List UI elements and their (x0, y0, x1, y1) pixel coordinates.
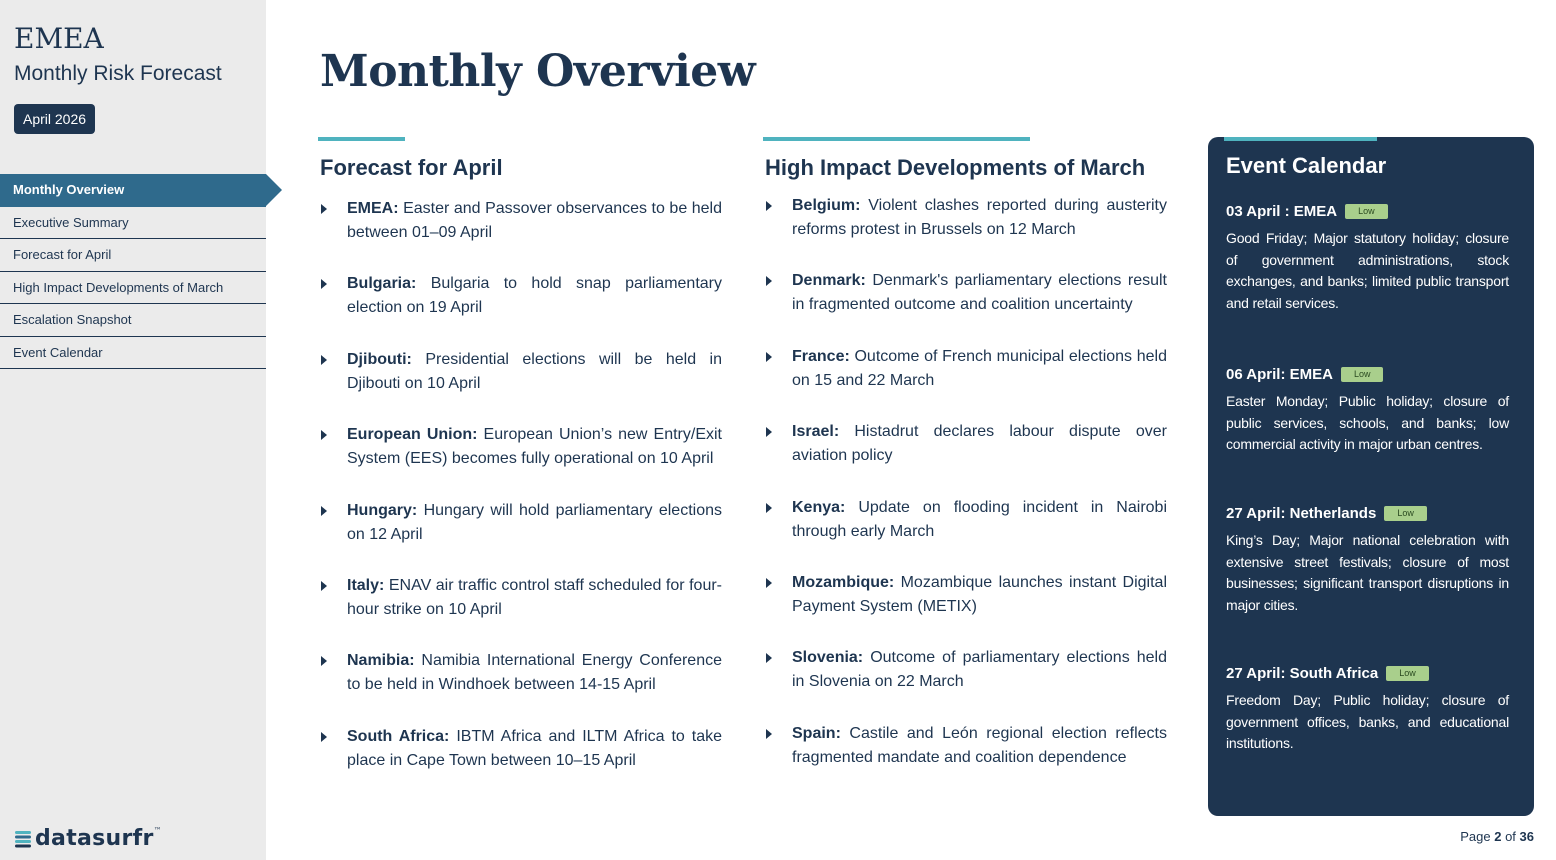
development-item-text: Denmark's parliamentary elections result in fragmented outcome and coalition uncertainty (792, 272, 1167, 314)
calendar-event (1226, 363, 1509, 456)
forecast-item-label: Italy: (347, 576, 385, 594)
forecast-item-label: EMEA: (347, 200, 399, 217)
nav-item-high-impact-developments[interactable]: High Impact Developments of March (0, 272, 266, 305)
forecast-item-text: Hungary will hold parliamentary elections on 12 April (347, 501, 722, 543)
forecast-item-label: Namibia: (347, 652, 415, 670)
event-description: Easter Monday; Public holiday; closure of public services, schools, and banks; low commercial activity in major urban centres. (1226, 393, 1509, 452)
event-description: King’s Day; Major national celebration with extensive street festivals; closure of most businesses; significant transport disruptions in major cities. (1226, 532, 1509, 613)
development-item-label: Kenya: (792, 498, 846, 516)
development-item-label: France: (792, 347, 850, 365)
forecast-item (318, 649, 722, 724)
logo-text: datasurfr™ (35, 826, 162, 851)
region-title: EMEA (14, 22, 104, 55)
development-item-text: Mozambique launches instant Digital Payment System (METIX) (792, 573, 1167, 615)
nav-item-event-calendar[interactable]: Event Calendar (0, 337, 266, 370)
nav-item-forecast[interactable]: Forecast for April (0, 239, 266, 272)
report-subtitle: Monthly Risk Forecast (14, 62, 222, 85)
development-item (763, 269, 1167, 344)
development-item (763, 571, 1167, 646)
forecast-item-text: Bulgaria to hold snap parliamentary election on 19 April (347, 275, 722, 317)
development-item (763, 722, 1167, 797)
forecast-section (318, 137, 722, 800)
forecast-item-label: South Africa: (347, 727, 450, 745)
development-item (763, 420, 1167, 495)
forecast-item-text: Namibia International Energy Conference to be held in Windhoek between 14-15 April (347, 652, 722, 694)
calendar-accent-bar (1224, 137, 1377, 141)
forecast-heading: Forecast for April (320, 155, 503, 180)
development-item-label: Belgium: (792, 197, 861, 214)
nav-item-escalation-snapshot[interactable]: Escalation Snapshot (0, 304, 266, 337)
development-item (763, 345, 1167, 420)
development-item-text: Histadrut declares labour dispute over aviation policy (792, 423, 1167, 465)
sidebar (0, 0, 266, 860)
page-indicator: Page 2 of 36 (1460, 829, 1534, 844)
datasurfr-logo (14, 826, 162, 851)
forecast-item (318, 574, 722, 649)
event-description: Freedom Day; Public holiday; closure of government offices, banks, and educational institutions. (1226, 692, 1509, 751)
forecast-item-text: European Union’s new Entry/Exit System (EES) becomes fully operational on 10 April (347, 426, 722, 468)
forecast-item-label: European Union: (347, 426, 478, 444)
forecast-item-text: Presidential elections will be held in Djibouti on 10 April (347, 350, 722, 392)
section-accent-bar (763, 137, 1030, 141)
calendar-event (1226, 200, 1509, 314)
development-item (763, 194, 1167, 269)
risk-level-badge: Low (1341, 367, 1384, 382)
calendar-event (1226, 502, 1509, 616)
forecast-item (318, 499, 722, 574)
section-accent-bar (318, 137, 405, 141)
development-item (763, 496, 1167, 571)
development-item-text: Castile and León regional election reflects fragmented mandate and coalition dependence (792, 724, 1167, 766)
forecast-item (318, 348, 722, 423)
development-item-text: Violent clashes reported during austerity reforms protest in Brussels on 12 March (792, 197, 1167, 238)
section-nav (0, 174, 266, 369)
logo-waves-icon (14, 830, 32, 848)
development-item-text: Update on flooding incident in Nairobi through early March (792, 498, 1167, 540)
event-title: 03 April : EMEA Low (1226, 200, 1509, 222)
risk-level-badge: Low (1384, 506, 1427, 521)
development-item (763, 646, 1167, 721)
development-item-text: Outcome of parliamentary elections held in Slovenia on 22 March (792, 649, 1167, 691)
development-item-label: Mozambique: (792, 573, 895, 591)
developments-list (763, 194, 1167, 797)
development-item-text: Outcome of French municipal elections held on 15 and 22 March (792, 347, 1167, 389)
forecast-list (318, 197, 722, 800)
forecast-item-text: IBTM Africa and ILTM Africa to take place in Cape Town between 10–15 April (347, 727, 723, 769)
forecast-item-text: Easter and Passover observances to be held between 01–09 April (347, 200, 722, 241)
forecast-item-label: Bulgaria: (347, 275, 417, 293)
date-badge: April 2026 (14, 104, 95, 134)
event-calendar-panel (1208, 137, 1534, 816)
development-item-label: Israel: (792, 423, 840, 441)
calendar-heading: Event Calendar (1226, 153, 1387, 178)
developments-section (763, 137, 1167, 797)
development-item-label: Spain: (792, 724, 841, 742)
forecast-item-label: Djibouti: (347, 350, 412, 368)
forecast-item (318, 197, 722, 272)
event-description: Good Friday; Major statutory holiday; closure of government administrations, stock exchanges, and banks; limited public transport and retail services. (1226, 230, 1509, 311)
forecast-item (318, 272, 722, 347)
developments-heading: High Impact Developments of March (765, 155, 1146, 180)
nav-item-monthly-overview[interactable]: Monthly Overview (0, 174, 266, 207)
active-nav-pointer-icon (266, 174, 282, 206)
calendar-event (1226, 662, 1509, 755)
development-item-label: Slovenia: (792, 649, 864, 667)
nav-item-executive-summary[interactable]: Executive Summary (0, 207, 266, 240)
development-item-label: Denmark: (792, 272, 866, 290)
risk-level-badge: Low (1386, 666, 1429, 681)
page-title: Monthly Overview (320, 46, 756, 97)
forecast-item (318, 725, 722, 800)
event-title: 27 April: Netherlands Low (1226, 502, 1509, 524)
event-title: 27 April: South Africa Low (1226, 662, 1509, 684)
event-title: 06 April: EMEA Low (1226, 363, 1509, 385)
forecast-item (318, 423, 722, 498)
forecast-item-text: ENAV air traffic control staff scheduled for four-hour strike on 10 April (347, 576, 722, 618)
forecast-item-label: Hungary: (347, 501, 418, 519)
risk-level-badge: Low (1345, 204, 1388, 219)
